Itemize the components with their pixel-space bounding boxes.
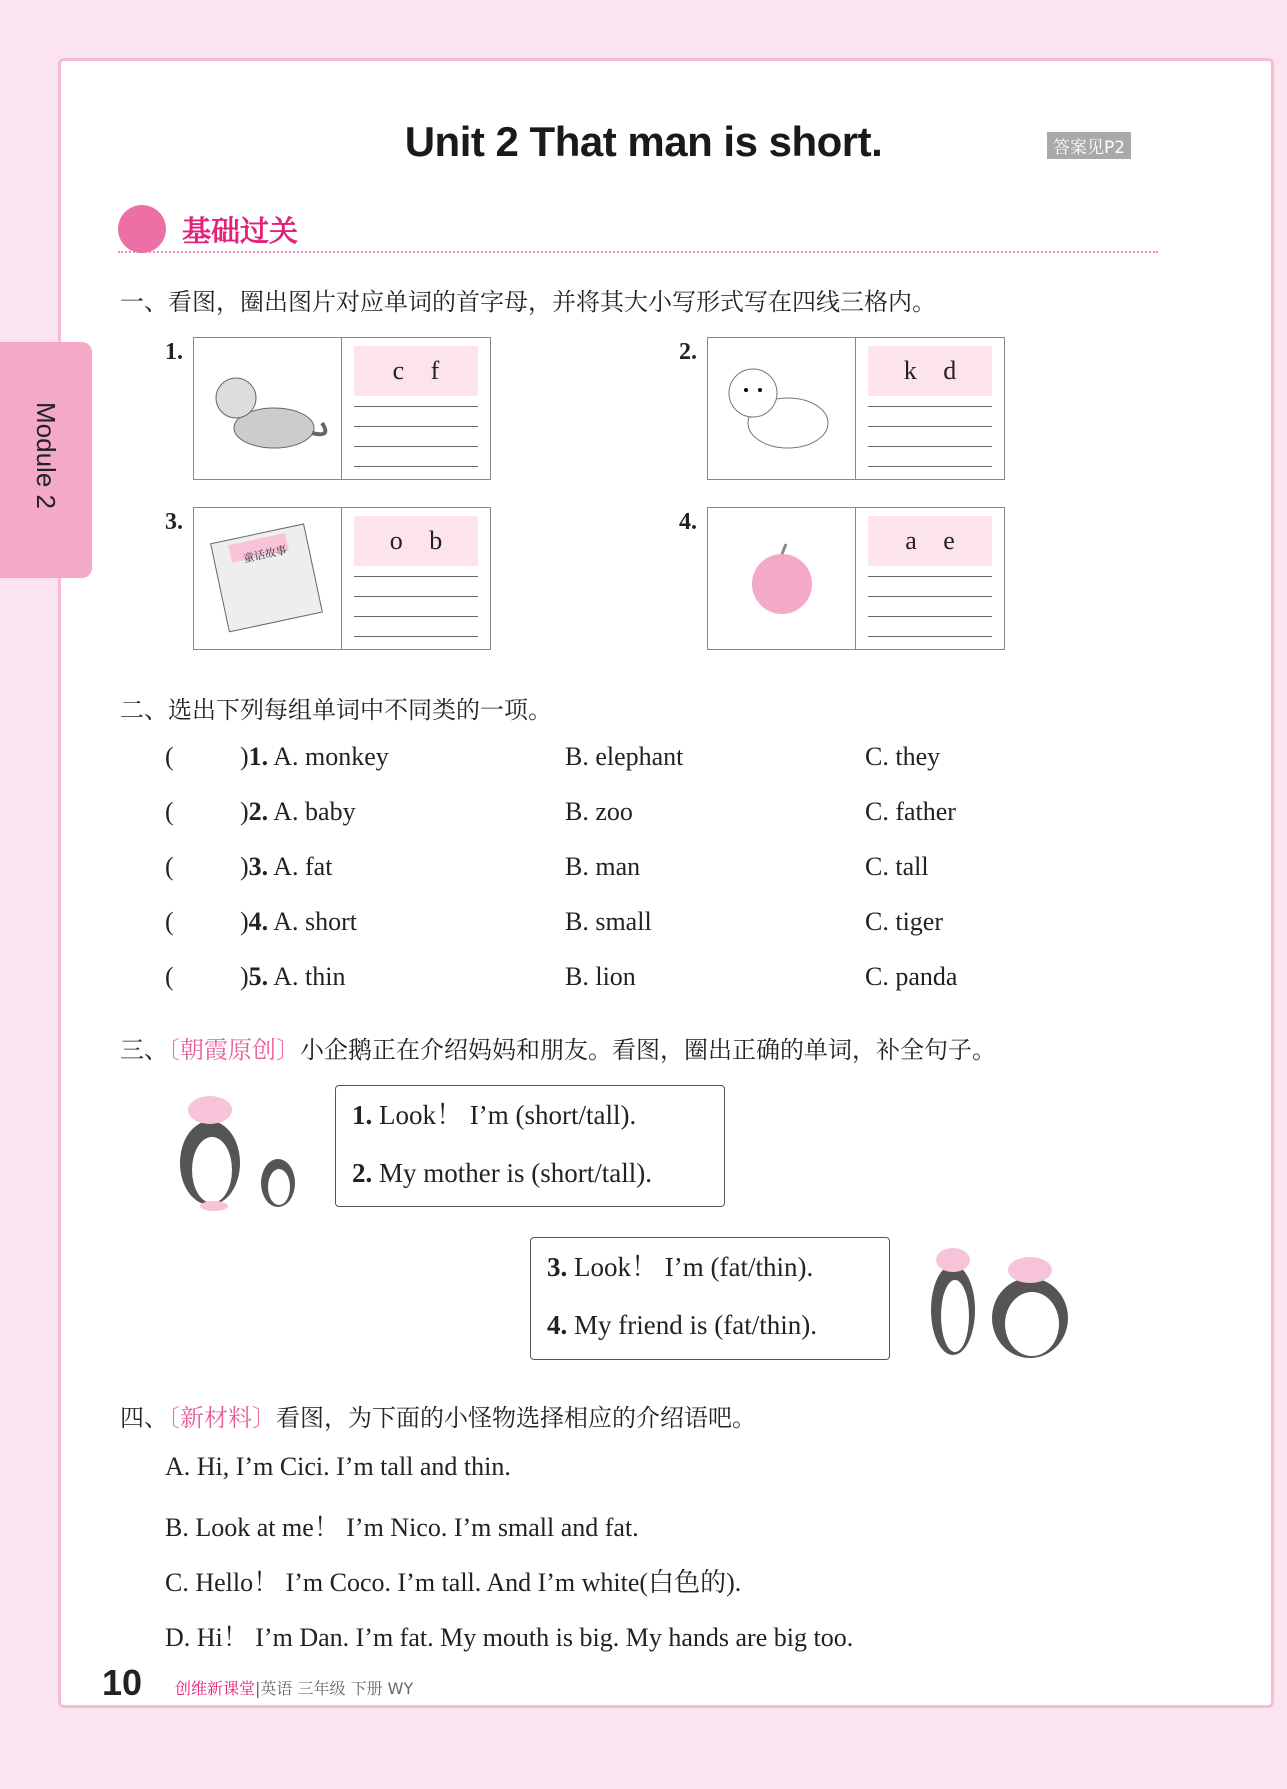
part1-instruction: 一、看图，圈出图片对应单词的首字母，并将其大小写形式写在四线三格内。 (120, 288, 936, 316)
option-c: C. father (865, 797, 956, 826)
option-b: B. elephant (565, 742, 684, 771)
sentence: 4. My friend is (fat/thin). (547, 1310, 817, 1340)
answer-blank[interactable]: ( (165, 742, 174, 771)
writing-line[interactable] (868, 446, 992, 447)
item-number: 2. (679, 339, 697, 365)
speech-bubble-1 (335, 1085, 725, 1207)
answer-ref-badge: 答案见P2 (1047, 132, 1131, 159)
option-b: B. small (565, 907, 652, 936)
writing-line[interactable] (354, 426, 478, 427)
intro-option: A. Hi, I’m Cici. I’m tall and thin. (165, 1452, 511, 1481)
letter-choices[interactable]: c f (354, 346, 478, 396)
writing-line[interactable] (868, 636, 992, 637)
answer-blank[interactable]: ( (165, 852, 174, 881)
apple-picture (708, 508, 856, 649)
part3-instruction: 三、〔朝霞原创〕小企鹅正在介绍妈妈和朋友。看图，圈出正确的单词，补全句子。 (120, 1036, 996, 1064)
answer-blank[interactable]: ( (165, 962, 174, 991)
writing-line[interactable] (354, 446, 478, 447)
module-tab: Module 2 (0, 342, 92, 578)
writing-line[interactable] (354, 406, 478, 407)
writing-line[interactable] (868, 406, 992, 407)
sentence: 3. Look！ I’m (fat/thin). (547, 1252, 814, 1282)
option-b: B. man (565, 852, 641, 881)
section-heading: 基础过关 (118, 205, 1158, 253)
book-picture (194, 508, 342, 649)
writing-line[interactable] (354, 466, 478, 467)
picture-box-apple (707, 507, 1005, 650)
penguin-friends-illustration (915, 1240, 1080, 1365)
option-c: C. panda (865, 962, 958, 991)
intro-option: C. Hello！ I’m Coco. I’m tall. And I’m white(白色的). (165, 1568, 742, 1597)
question-row: )3. A. fat (240, 852, 333, 881)
item-number: 3. (165, 509, 183, 535)
option-c: C. they (865, 742, 941, 771)
question-row: )2. A. baby (240, 797, 356, 826)
part4-instruction: 四、〔新材料〕看图，为下面的小怪物选择相应的介绍语吧。 (120, 1404, 756, 1432)
book-cover-title: 童话故事 (242, 543, 288, 566)
intro-option: D. Hi！ I’m Dan. I’m fat. My mouth is big. My hands are big too. (165, 1623, 854, 1652)
intro-option: B. Look at me！ I’m Nico. I’m small and fat. (165, 1513, 639, 1542)
question-row: )1. A. monkey (240, 742, 389, 771)
option-c: C. tall (865, 852, 929, 881)
question-row: )5. A. thin (240, 962, 346, 991)
answer-blank[interactable]: ( (165, 797, 174, 826)
answer-blank[interactable]: ( (165, 907, 174, 936)
page-number: 10 (102, 1662, 143, 1703)
writing-line[interactable] (354, 636, 478, 637)
cat-picture (194, 338, 342, 479)
dog-picture (708, 338, 856, 479)
part2-instruction: 二、选出下列每组单词中不同类的一项。 (120, 696, 552, 724)
writing-line[interactable] (868, 596, 992, 597)
sentence: 1. Look！ I’m (short/tall). (352, 1100, 637, 1130)
page-title: Unit 2 That man is short. (404, 118, 883, 165)
letter-choices[interactable]: o b (354, 516, 478, 566)
picture-box-book (193, 507, 491, 650)
penguin-mother-and-child-illustration (160, 1088, 320, 1213)
item-number: 4. (679, 509, 697, 535)
writing-line[interactable] (868, 576, 992, 577)
question-row: )4. A. short (240, 907, 358, 936)
writing-line[interactable] (868, 426, 992, 427)
option-c: C. tiger (865, 907, 943, 936)
writing-line[interactable] (868, 466, 992, 467)
mascot-icon (118, 205, 166, 253)
letter-choices[interactable]: k d (868, 346, 992, 396)
writing-line[interactable] (354, 616, 478, 617)
letter-choices[interactable]: a e (868, 516, 992, 566)
picture-box-dog (707, 337, 1005, 480)
option-b: B. zoo (565, 797, 633, 826)
option-b: B. lion (565, 962, 636, 991)
footer-info: 创维新课堂|英语 三年级 下册 WY (175, 1679, 414, 1698)
sentence: 2. My mother is (short/tall). (352, 1158, 652, 1188)
speech-bubble-2 (530, 1237, 890, 1360)
picture-box-cat (193, 337, 491, 480)
writing-line[interactable] (354, 576, 478, 577)
writing-line[interactable] (354, 596, 478, 597)
writing-line[interactable] (868, 616, 992, 617)
item-number: 1. (165, 339, 183, 365)
